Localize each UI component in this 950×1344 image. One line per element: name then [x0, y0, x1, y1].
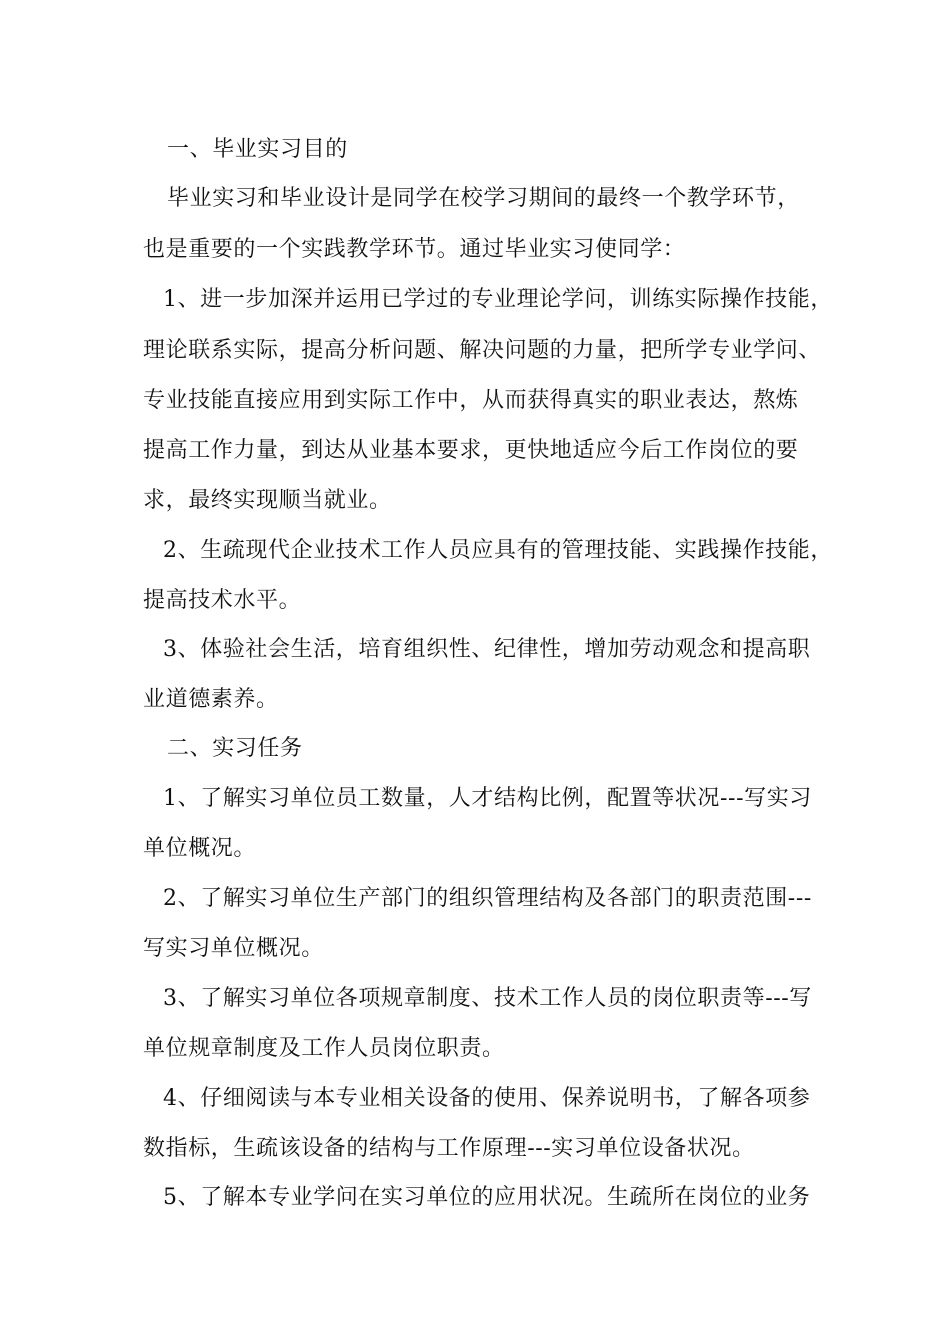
list-item-line: 5、了解本专业学问在实习单位的应用状况。生疏所在岗位的业务 — [163, 1185, 811, 1210]
paragraph-line: 提高技术水平。 — [143, 588, 302, 613]
list-item-line: 2、生疏现代企业技术工作人员应具有的管理技能、实践操作技能， — [163, 538, 833, 563]
list-item-line: 2、了解实习单位生产部门的组织管理结构及各部门的职责范围--- — [163, 886, 812, 911]
list-item-line: 3、体验社会生活，培育组织性、纪律性，增加劳动观念和提高职 — [163, 637, 811, 662]
paragraph-line: 数指标，生疏该设备的结构与工作原理---实习单位设备状况。 — [143, 1136, 755, 1161]
section-heading-2: 二、实习任务 — [167, 736, 303, 761]
paragraph-line: 写实习单位概况。 — [143, 936, 324, 961]
paragraph-line: 毕业实习和毕业设计是同学在校学习期间的最终一个教学环节， — [167, 186, 800, 211]
list-item-line: 4、仔细阅读与本专业相关设备的使用、保养说明书，了解各项参 — [163, 1086, 811, 1111]
paragraph-line: 单位规章制度及工作人员岗位职责。 — [143, 1036, 505, 1061]
paragraph-line: 求，最终实现顺当就业。 — [143, 488, 392, 513]
paragraph-line: 单位概况。 — [143, 836, 257, 861]
list-item-line: 1、进一步加深并运用已学过的专业理论学问，训练实际操作技能， — [163, 287, 833, 312]
paragraph-line: 专业技能直接应用到实际工作中，从而获得真实的职业表达，熬炼 — [143, 388, 799, 413]
section-heading-1: 一、毕业实习目的 — [167, 137, 348, 162]
list-item-line: 3、了解实习单位各项规章制度、技术工作人员的岗位职责等---写 — [163, 986, 812, 1011]
paragraph-line: 也是重要的一个实践教学环节。通过毕业实习使同学： — [143, 237, 686, 262]
paragraph-line: 业道德素养。 — [143, 687, 279, 712]
paragraph-line: 提高工作力量，到达从业基本要求，更快地适应今后工作岗位的要 — [143, 438, 799, 463]
paragraph-line: 理论联系实际，提高分析问题、解决问题的力量，把所学专业学问、 — [143, 338, 822, 363]
list-item-line: 1、了解实习单位员工数量，人才结构比例，配置等状况---写实习 — [163, 786, 812, 811]
